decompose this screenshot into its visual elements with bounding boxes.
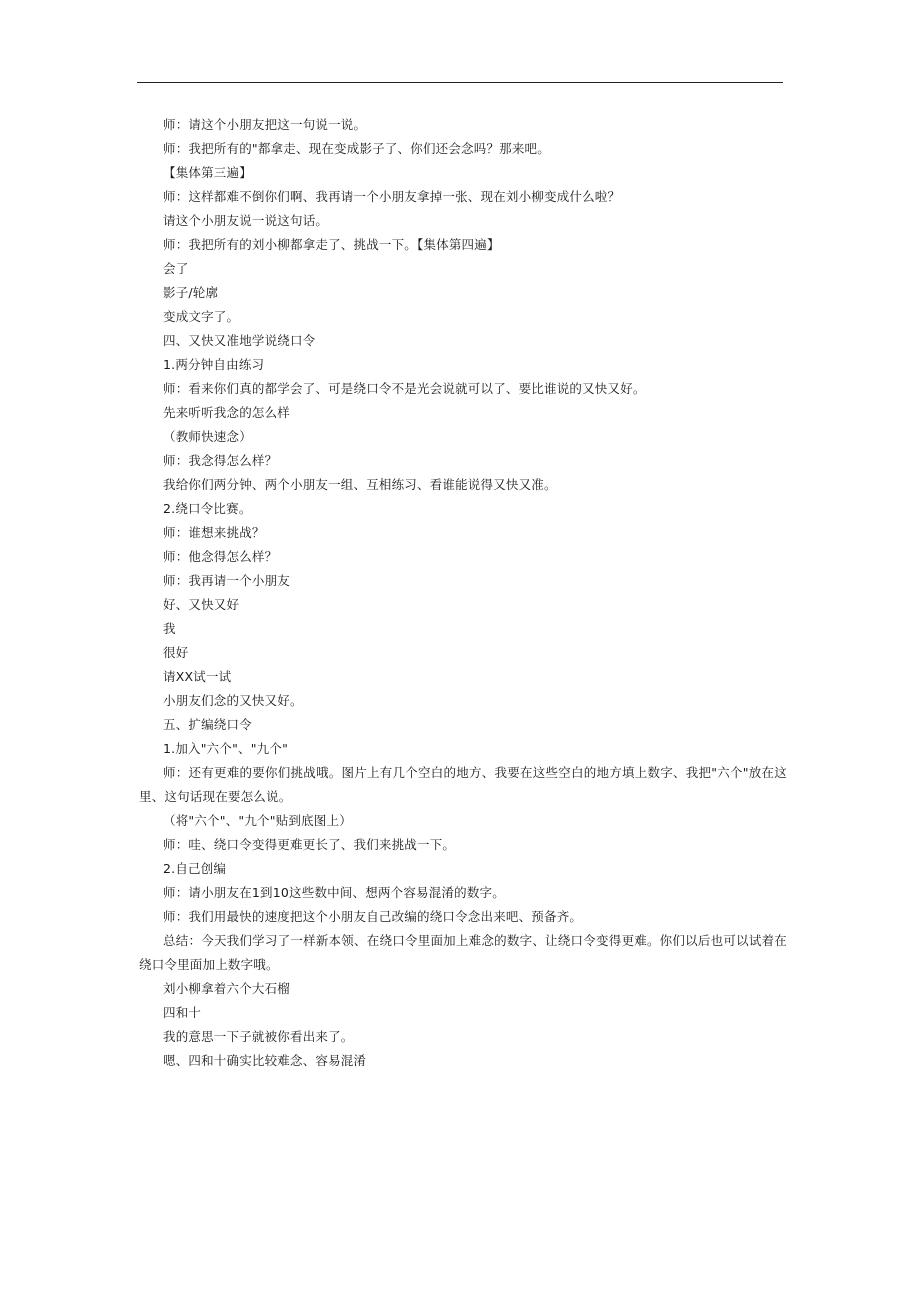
text-line: 师：我把所有的"都拿走、现在变成影子了、你们还会念吗？那来吧。 [163,141,550,156]
text-line: 刘小柳拿着六个大石榴 [163,981,291,996]
subsection-heading: 1.加入"六个"、"九个" [163,741,289,756]
header-rule [137,82,783,83]
text-line: 很好 [163,645,189,660]
text-line: 请这个小朋友说一说这句话。 [163,213,329,228]
text-line: （将"六个"、"九个"贴到底图上） [163,813,352,828]
text-line: 师：谁想来挑战？ [163,525,265,540]
text-line: 师：这样都难不倒你们啊、我再请一个小朋友拿掉一张、现在刘小柳变成什么啦？ [163,189,621,204]
text-line: 【集体第三遍】 [163,165,252,180]
subsection-heading: 2.自己创编 [163,861,227,876]
text-line: 师：我们用最快的速度把这个小朋友自己改编的绕口令念出来吧、预备齐。 [163,909,583,924]
text-line: 请XX试一试 [163,669,232,684]
text-line: 我 [163,621,176,636]
subsection-heading: 2.绕口令比赛。 [163,501,252,516]
text-line: 师：我把所有的刘小柳都拿走了、挑战一下。【集体第四遍】 [163,237,500,252]
summary-paragraph: 总结：今天我们学习了一样新本领、在绕口令里面加上难念的数字、让绕口令变得更难。你们以后也可以试着在绕口令里面加上数字哦。 [139,933,787,972]
text-line: 好、又快又好 [163,597,240,612]
text-line: 先来听听我念的怎么样 [163,405,291,420]
text-line: 嗯、四和十确实比较难念、容易混淆 [163,1053,367,1068]
section-heading: 五、扩编绕口令 [163,717,252,732]
text-line: 小朋友们念的又快又好。 [163,693,303,708]
text-line: 师：哇、绕口令变得更难更长了、我们来挑战一下。 [163,837,456,852]
text-line: 师：我念得怎么样？ [163,453,278,468]
text-paragraph: 师：还有更难的要你们挑战哦。图片上有几个空白的地方、我要在这些空白的地方填上数字、我把"六个"放在这里、这句话现在要怎么说。 [139,765,787,804]
section-heading: 四、又快又准地学说绕口令 [163,333,316,348]
text-line: 四和十 [163,1005,202,1020]
text-line: 我的意思一下子就被你看出来了。 [163,1029,354,1044]
text-line: 师：请这个小朋友把这一句说一说。 [163,117,367,132]
text-line: 变成文字了。 [163,309,240,324]
text-line: 影子/轮廓 [163,285,219,300]
text-line: 我给你们两分钟、两个小朋友一组、互相练习、看谁能说得又快又准。 [163,477,557,492]
document-body [139,113,787,1073]
text-line: 会了 [163,261,189,276]
text-line: 师：请小朋友在1到10这些数中间、想两个容易混淆的数字。 [163,885,505,900]
subsection-heading: 1.两分钟自由练习 [163,357,265,372]
text-line: 师：看来你们真的都学会了、可是绕口令不是光会说就可以了、要比谁说的又快又好。 [163,381,646,396]
text-line: 师：我再请一个小朋友 [163,573,291,588]
text-line: 师：他念得怎么样？ [163,549,278,564]
text-line: （教师快速念） [163,429,252,444]
